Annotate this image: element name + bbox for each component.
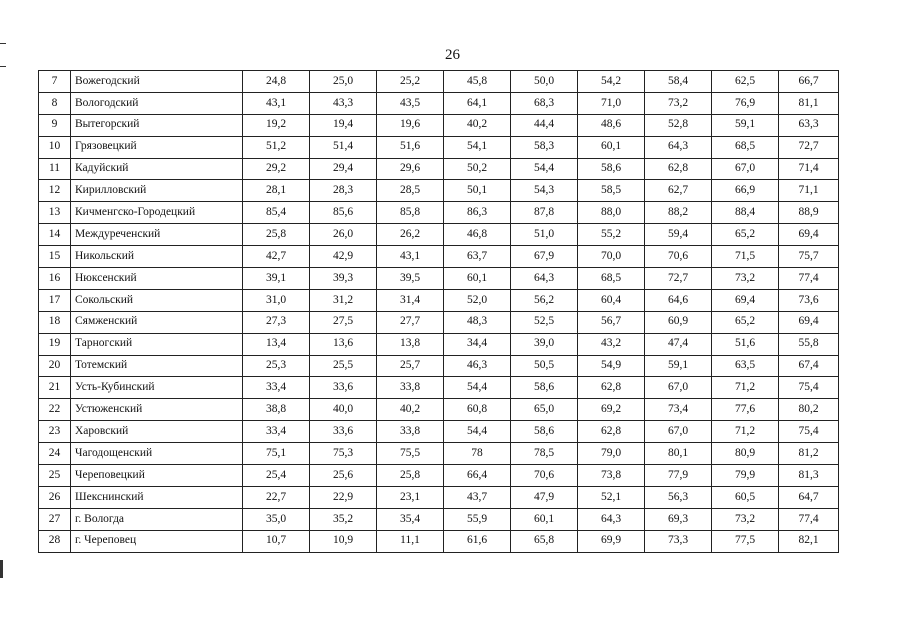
row-number-cell: 10	[39, 136, 71, 158]
value-cell: 31,2	[310, 289, 377, 311]
value-cell: 69,9	[578, 530, 645, 552]
value-cell: 70,6	[645, 246, 712, 268]
value-cell: 67,0	[645, 421, 712, 443]
value-cell: 28,3	[310, 180, 377, 202]
value-cell: 59,4	[645, 224, 712, 246]
value-cell: 78	[444, 443, 511, 465]
value-cell: 13,6	[310, 333, 377, 355]
value-cell: 73,6	[779, 289, 839, 311]
value-cell: 54,3	[511, 180, 578, 202]
row-number-cell: 12	[39, 180, 71, 202]
value-cell: 67,0	[712, 158, 779, 180]
value-cell: 60,5	[712, 486, 779, 508]
value-cell: 64,3	[511, 268, 578, 290]
value-cell: 71,1	[779, 180, 839, 202]
value-cell: 75,4	[779, 377, 839, 399]
value-cell: 62,8	[578, 421, 645, 443]
value-cell: 72,7	[645, 268, 712, 290]
value-cell: 33,6	[310, 421, 377, 443]
row-number-cell: 11	[39, 158, 71, 180]
value-cell: 51,6	[377, 136, 444, 158]
value-cell: 43,5	[377, 92, 444, 114]
table-row	[39, 224, 839, 246]
value-cell: 73,2	[645, 92, 712, 114]
row-number-cell: 22	[39, 399, 71, 421]
value-cell: 25,8	[243, 224, 310, 246]
value-cell: 80,9	[712, 443, 779, 465]
district-name-cell: Харовский	[71, 421, 243, 443]
value-cell: 39,5	[377, 268, 444, 290]
table-row	[39, 114, 839, 136]
value-cell: 71,4	[779, 158, 839, 180]
value-cell: 88,4	[712, 202, 779, 224]
value-cell: 63,3	[779, 114, 839, 136]
value-cell: 86,3	[444, 202, 511, 224]
value-cell: 77,4	[779, 508, 839, 530]
value-cell: 75,4	[779, 421, 839, 443]
value-cell: 64,1	[444, 92, 511, 114]
value-cell: 19,6	[377, 114, 444, 136]
value-cell: 28,5	[377, 180, 444, 202]
value-cell: 48,6	[578, 114, 645, 136]
value-cell: 43,2	[578, 333, 645, 355]
table-row	[39, 465, 839, 487]
district-name-cell: Усть-Кубинский	[71, 377, 243, 399]
value-cell: 65,8	[511, 530, 578, 552]
value-cell: 88,2	[645, 202, 712, 224]
district-name-cell: г. Череповец	[71, 530, 243, 552]
table-row	[39, 289, 839, 311]
table-row	[39, 136, 839, 158]
value-cell: 44,4	[511, 114, 578, 136]
scan-artifact-top-left	[0, 43, 6, 44]
table-row	[39, 71, 839, 93]
table-row	[39, 421, 839, 443]
value-cell: 51,2	[243, 136, 310, 158]
value-cell: 25,2	[377, 71, 444, 93]
value-cell: 68,5	[712, 136, 779, 158]
page-number: 26	[445, 47, 460, 63]
value-cell: 19,4	[310, 114, 377, 136]
value-cell: 38,8	[243, 399, 310, 421]
value-cell: 73,8	[578, 465, 645, 487]
value-cell: 33,8	[377, 421, 444, 443]
value-cell: 56,3	[645, 486, 712, 508]
value-cell: 77,6	[712, 399, 779, 421]
value-cell: 27,7	[377, 311, 444, 333]
value-cell: 65,0	[511, 399, 578, 421]
value-cell: 55,8	[779, 333, 839, 355]
value-cell: 33,6	[310, 377, 377, 399]
value-cell: 34,4	[444, 333, 511, 355]
value-cell: 33,4	[243, 421, 310, 443]
district-name-cell: Шекснинский	[71, 486, 243, 508]
value-cell: 61,6	[444, 530, 511, 552]
value-cell: 75,5	[377, 443, 444, 465]
district-name-cell: Вологодский	[71, 92, 243, 114]
value-cell: 73,2	[712, 268, 779, 290]
value-cell: 25,0	[310, 71, 377, 93]
row-number-cell: 20	[39, 355, 71, 377]
value-cell: 22,7	[243, 486, 310, 508]
value-cell: 59,1	[645, 355, 712, 377]
value-cell: 63,5	[712, 355, 779, 377]
district-name-cell: г. Вологда	[71, 508, 243, 530]
table-row	[39, 508, 839, 530]
value-cell: 26,0	[310, 224, 377, 246]
table-row	[39, 202, 839, 224]
value-cell: 42,9	[310, 246, 377, 268]
value-cell: 58,6	[511, 421, 578, 443]
value-cell: 54,2	[578, 71, 645, 93]
value-cell: 27,5	[310, 311, 377, 333]
value-cell: 67,0	[645, 377, 712, 399]
value-cell: 52,0	[444, 289, 511, 311]
row-number-cell: 8	[39, 92, 71, 114]
value-cell: 51,0	[511, 224, 578, 246]
value-cell: 59,1	[712, 114, 779, 136]
value-cell: 10,7	[243, 530, 310, 552]
value-cell: 43,3	[310, 92, 377, 114]
value-cell: 33,8	[377, 377, 444, 399]
value-cell: 52,5	[511, 311, 578, 333]
value-cell: 64,3	[645, 136, 712, 158]
district-name-cell: Чагодощенский	[71, 443, 243, 465]
value-cell: 47,9	[511, 486, 578, 508]
value-cell: 58,3	[511, 136, 578, 158]
value-cell: 50,1	[444, 180, 511, 202]
value-cell: 75,3	[310, 443, 377, 465]
table-body	[39, 71, 839, 553]
table-row	[39, 355, 839, 377]
value-cell: 66,4	[444, 465, 511, 487]
table-row	[39, 311, 839, 333]
value-cell: 55,9	[444, 508, 511, 530]
value-cell: 81,1	[779, 92, 839, 114]
value-cell: 51,4	[310, 136, 377, 158]
district-name-cell: Никольский	[71, 246, 243, 268]
value-cell: 26,2	[377, 224, 444, 246]
value-cell: 78,5	[511, 443, 578, 465]
table-row	[39, 443, 839, 465]
value-cell: 43,1	[243, 92, 310, 114]
value-cell: 73,2	[712, 508, 779, 530]
value-cell: 79,9	[712, 465, 779, 487]
value-cell: 19,2	[243, 114, 310, 136]
value-cell: 48,3	[444, 311, 511, 333]
value-cell: 54,4	[444, 377, 511, 399]
value-cell: 60,4	[578, 289, 645, 311]
value-cell: 85,6	[310, 202, 377, 224]
value-cell: 88,9	[779, 202, 839, 224]
row-number-cell: 27	[39, 508, 71, 530]
value-cell: 23,1	[377, 486, 444, 508]
value-cell: 47,4	[645, 333, 712, 355]
value-cell: 60,1	[578, 136, 645, 158]
value-cell: 85,8	[377, 202, 444, 224]
row-number-cell: 21	[39, 377, 71, 399]
value-cell: 31,4	[377, 289, 444, 311]
value-cell: 67,9	[511, 246, 578, 268]
table-row	[39, 486, 839, 508]
value-cell: 46,8	[444, 224, 511, 246]
value-cell: 25,7	[377, 355, 444, 377]
value-cell: 35,2	[310, 508, 377, 530]
district-name-cell: Нюксенский	[71, 268, 243, 290]
value-cell: 27,3	[243, 311, 310, 333]
value-cell: 64,7	[779, 486, 839, 508]
row-number-cell: 13	[39, 202, 71, 224]
row-number-cell: 7	[39, 71, 71, 93]
value-cell: 80,2	[779, 399, 839, 421]
value-cell: 29,2	[243, 158, 310, 180]
value-cell: 58,6	[511, 377, 578, 399]
value-cell: 13,4	[243, 333, 310, 355]
value-cell: 40,2	[377, 399, 444, 421]
value-cell: 81,3	[779, 465, 839, 487]
value-cell: 29,6	[377, 158, 444, 180]
value-cell: 77,4	[779, 268, 839, 290]
value-cell: 81,2	[779, 443, 839, 465]
row-number-cell: 18	[39, 311, 71, 333]
value-cell: 66,7	[779, 71, 839, 93]
district-name-cell: Сямженский	[71, 311, 243, 333]
value-cell: 25,6	[310, 465, 377, 487]
value-cell: 75,7	[779, 246, 839, 268]
value-cell: 29,4	[310, 158, 377, 180]
value-cell: 73,4	[645, 399, 712, 421]
row-number-cell: 26	[39, 486, 71, 508]
value-cell: 40,2	[444, 114, 511, 136]
district-name-cell: Вожегодский	[71, 71, 243, 93]
value-cell: 31,0	[243, 289, 310, 311]
value-cell: 68,5	[578, 268, 645, 290]
value-cell: 70,6	[511, 465, 578, 487]
value-cell: 43,7	[444, 486, 511, 508]
value-cell: 58,6	[578, 158, 645, 180]
value-cell: 80,1	[645, 443, 712, 465]
value-cell: 60,8	[444, 399, 511, 421]
row-number-cell: 25	[39, 465, 71, 487]
value-cell: 68,3	[511, 92, 578, 114]
value-cell: 67,4	[779, 355, 839, 377]
value-cell: 25,3	[243, 355, 310, 377]
value-cell: 51,6	[712, 333, 779, 355]
value-cell: 71,5	[712, 246, 779, 268]
value-cell: 13,8	[377, 333, 444, 355]
value-cell: 66,9	[712, 180, 779, 202]
value-cell: 69,3	[645, 508, 712, 530]
district-name-cell: Тарногский	[71, 333, 243, 355]
district-name-cell: Тотемский	[71, 355, 243, 377]
row-number-cell: 19	[39, 333, 71, 355]
value-cell: 22,9	[310, 486, 377, 508]
value-cell: 56,7	[578, 311, 645, 333]
district-name-cell: Междуреченский	[71, 224, 243, 246]
value-cell: 75,1	[243, 443, 310, 465]
value-cell: 64,6	[645, 289, 712, 311]
value-cell: 50,0	[511, 71, 578, 93]
scan-artifact-bottom-left	[0, 560, 3, 578]
value-cell: 62,7	[645, 180, 712, 202]
value-cell: 65,2	[712, 224, 779, 246]
value-cell: 35,4	[377, 508, 444, 530]
table-row	[39, 180, 839, 202]
value-cell: 54,1	[444, 136, 511, 158]
row-number-cell: 28	[39, 530, 71, 552]
value-cell: 85,4	[243, 202, 310, 224]
row-number-cell: 9	[39, 114, 71, 136]
value-cell: 71,2	[712, 421, 779, 443]
district-name-cell: Вытегорский	[71, 114, 243, 136]
value-cell: 40,0	[310, 399, 377, 421]
table-row	[39, 333, 839, 355]
value-cell: 87,8	[511, 202, 578, 224]
value-cell: 69,4	[779, 311, 839, 333]
table-row	[39, 377, 839, 399]
value-cell: 25,5	[310, 355, 377, 377]
value-cell: 25,4	[243, 465, 310, 487]
value-cell: 24,8	[243, 71, 310, 93]
table-row	[39, 158, 839, 180]
row-number-cell: 24	[39, 443, 71, 465]
value-cell: 62,8	[578, 377, 645, 399]
value-cell: 52,1	[578, 486, 645, 508]
value-cell: 62,5	[712, 71, 779, 93]
scan-artifact-top-left-2	[0, 66, 6, 67]
value-cell: 39,0	[511, 333, 578, 355]
table-row	[39, 246, 839, 268]
district-name-cell: Череповецкий	[71, 465, 243, 487]
value-cell: 10,9	[310, 530, 377, 552]
table-row	[39, 268, 839, 290]
district-name-cell: Грязовецкий	[71, 136, 243, 158]
district-name-cell: Кичменгско-Городецкий	[71, 202, 243, 224]
district-name-cell: Сокольский	[71, 289, 243, 311]
value-cell: 63,7	[444, 246, 511, 268]
row-number-cell: 17	[39, 289, 71, 311]
value-cell: 82,1	[779, 530, 839, 552]
value-cell: 39,3	[310, 268, 377, 290]
value-cell: 50,5	[511, 355, 578, 377]
value-cell: 52,8	[645, 114, 712, 136]
row-number-cell: 14	[39, 224, 71, 246]
value-cell: 60,9	[645, 311, 712, 333]
value-cell: 72,7	[779, 136, 839, 158]
value-cell: 54,4	[511, 158, 578, 180]
value-cell: 77,9	[645, 465, 712, 487]
value-cell: 11,1	[377, 530, 444, 552]
row-number-cell: 15	[39, 246, 71, 268]
value-cell: 43,1	[377, 246, 444, 268]
value-cell: 28,1	[243, 180, 310, 202]
table-row	[39, 530, 839, 552]
value-cell: 55,2	[578, 224, 645, 246]
district-name-cell: Устюженский	[71, 399, 243, 421]
value-cell: 69,4	[712, 289, 779, 311]
value-cell: 58,4	[645, 71, 712, 93]
table-row	[39, 399, 839, 421]
value-cell: 62,8	[645, 158, 712, 180]
value-cell: 54,9	[578, 355, 645, 377]
value-cell: 73,3	[645, 530, 712, 552]
district-name-cell: Кирилловский	[71, 180, 243, 202]
value-cell: 50,2	[444, 158, 511, 180]
row-number-cell: 23	[39, 421, 71, 443]
value-cell: 60,1	[511, 508, 578, 530]
value-cell: 71,2	[712, 377, 779, 399]
value-cell: 64,3	[578, 508, 645, 530]
value-cell: 45,8	[444, 71, 511, 93]
table-row	[39, 92, 839, 114]
value-cell: 88,0	[578, 202, 645, 224]
value-cell: 58,5	[578, 180, 645, 202]
value-cell: 79,0	[578, 443, 645, 465]
value-cell: 35,0	[243, 508, 310, 530]
district-data-table	[38, 70, 839, 553]
value-cell: 70,0	[578, 246, 645, 268]
value-cell: 56,2	[511, 289, 578, 311]
value-cell: 42,7	[243, 246, 310, 268]
value-cell: 71,0	[578, 92, 645, 114]
value-cell: 60,1	[444, 268, 511, 290]
value-cell: 69,2	[578, 399, 645, 421]
row-number-cell: 16	[39, 268, 71, 290]
value-cell: 25,8	[377, 465, 444, 487]
district-name-cell: Кадуйский	[71, 158, 243, 180]
value-cell: 39,1	[243, 268, 310, 290]
value-cell: 69,4	[779, 224, 839, 246]
value-cell: 76,9	[712, 92, 779, 114]
value-cell: 54,4	[444, 421, 511, 443]
value-cell: 77,5	[712, 530, 779, 552]
value-cell: 65,2	[712, 311, 779, 333]
value-cell: 33,4	[243, 377, 310, 399]
value-cell: 46,3	[444, 355, 511, 377]
